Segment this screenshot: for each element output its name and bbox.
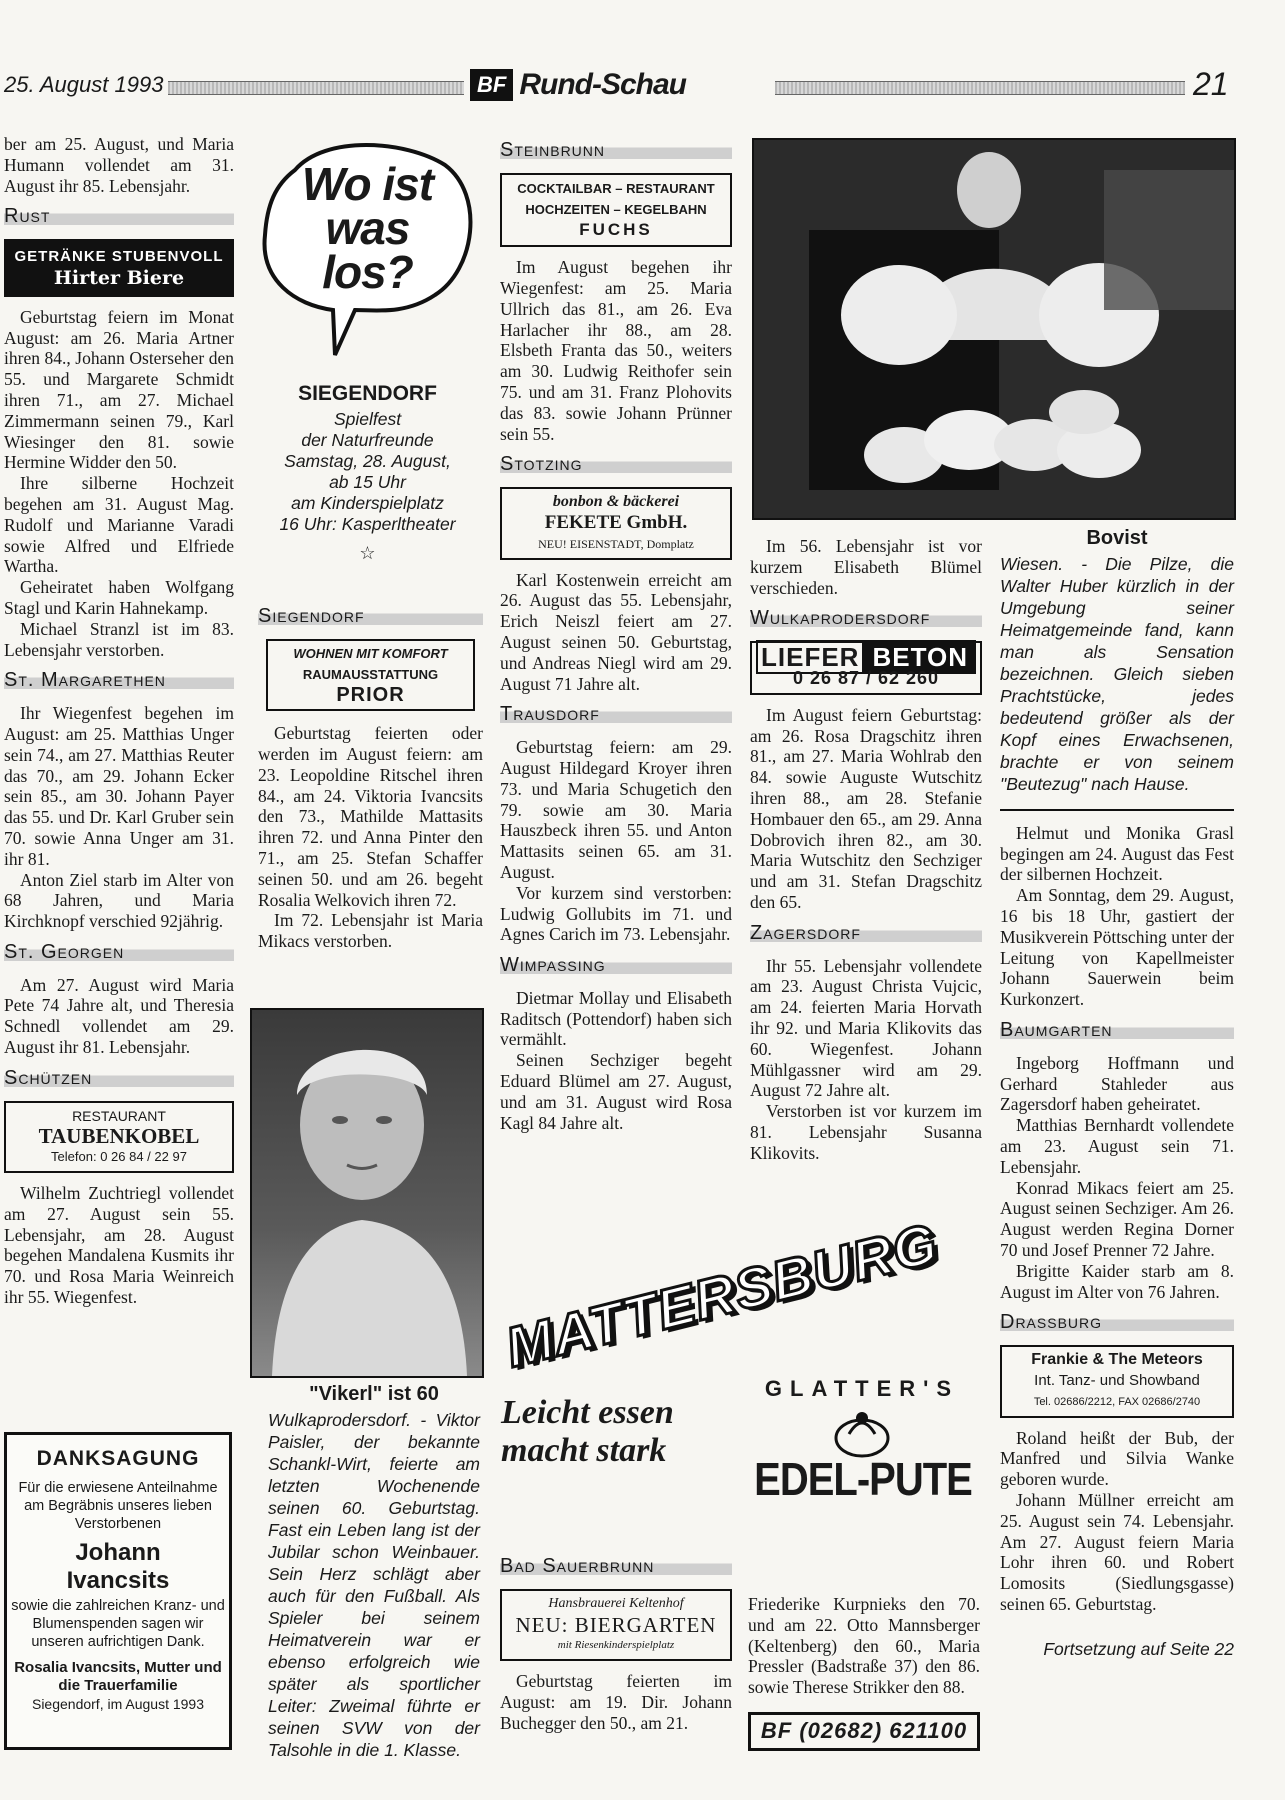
column-4 xyxy=(750,536,982,1164)
section-heading-schuetzen: Schützen xyxy=(4,1064,234,1093)
photo-bovist xyxy=(752,138,1236,520)
section-heading-drassburg: Drassburg xyxy=(1000,1308,1234,1337)
article-text: Geheiratet haben Wolfgang Stagl und Karin Hahnekamp. xyxy=(4,577,234,618)
column-2 xyxy=(258,596,483,952)
article-text: ber am 25. August, und Maria Humann vollendet am 31. August ihr 85. Lebensjahr. xyxy=(4,134,234,196)
notice-title: DANKSAGUNG xyxy=(36,1447,200,1470)
ad-fuchs-line1: COCKTAILBAR – RESTAURANT xyxy=(517,180,715,196)
ad-fuchs-line3: FUCHS xyxy=(579,220,653,240)
article-text: Michael Stranzl ist im 83. Lebensjahr verstorben. xyxy=(4,618,234,660)
ad-bf-phone-text: BF (02682) 621100 xyxy=(760,1717,968,1743)
column-3 xyxy=(500,130,732,1133)
notice-text: Für die erwiesene Anteilnahme am Begräbnis unseres lieben Verstorbenen xyxy=(18,1480,218,1532)
ad-fekete-line1: bonbon & bäckerei xyxy=(552,493,680,511)
divider xyxy=(1000,809,1234,811)
column-5 xyxy=(1000,528,1234,1659)
article-text: Geburtstag feiern im Monat August: am 26. Maria Artner ihren 84., Johann Osterseher den 55. und Margarete Schmidt ihren 71., am 27. Michael Zimmermann seinen 79., Karl Wiesinger den 81. sowie Hermine Widder den 50. xyxy=(4,306,234,473)
event-line: der Naturfreunde xyxy=(301,429,434,450)
notice-text: sowie die zahlreichen Kranz- und Blumenspenden sagen wir unseren aufrichtigen Dank. xyxy=(11,1598,225,1650)
ad-fekete-line2: FEKETE GmbH. xyxy=(544,511,688,533)
column-1 xyxy=(4,134,234,1308)
section-heading-steinbrunn: Steinbrunn xyxy=(500,136,732,165)
section-heading-zagersdorf: Zagersdorf xyxy=(750,919,982,948)
header-rule-left xyxy=(168,81,464,95)
ad-lieferbeton-phone: 0 26 87 / 62 260 xyxy=(792,667,940,688)
column-3-bottom xyxy=(500,1552,732,1734)
event-line: Spielfest xyxy=(333,408,402,429)
article-text: Dietmar Mollay und Elisabeth Raditsch (Pottendorf) haben sich vermählt. xyxy=(500,987,732,1050)
notice-place: Siegendorf, im August 1993 xyxy=(31,1696,204,1712)
speech-bubble xyxy=(255,140,480,360)
ad-keltenhof-line1: Hansbrauerei Keltenhof xyxy=(548,1595,684,1611)
slogan-line1: Leicht essen xyxy=(501,1394,674,1431)
article-text: Am Sonntag, dem 29. August, 16 bis 18 Uhr, gastiert der Musikverein Pöttsching unter der Leitung von Kapellmeister Johann Sauerwein beim Kurkonzert. xyxy=(1000,885,1234,1010)
ad-mattersburg xyxy=(497,1210,985,1522)
section-heading-st-margarethen: St. Margarethen xyxy=(4,666,234,695)
ad-taubenkobel-line1: RESTAURANT xyxy=(72,1107,166,1124)
event-place: SIEGENDORF xyxy=(298,382,437,405)
article-text: Friederike Kurpnieks den 70. und am 22. Otto Mannsberger (Keltenberg) den 60., Maria Pressler (Badstraße 37) den 86. sowie Therese Strikker den 88. xyxy=(748,1594,980,1698)
event-line: Samstag, 28. August, xyxy=(284,450,451,471)
masthead-logo xyxy=(470,68,686,102)
star-icon: ☆ xyxy=(359,542,376,563)
ad-keltenhof-line3: mit Riesenkinderspielplatz xyxy=(557,1639,675,1652)
ad-frankie-line1: Frankie & The Meteors xyxy=(1031,1351,1203,1369)
ad-lieferbeton xyxy=(750,641,982,695)
section-heading-siegendorf: Siegendorf xyxy=(258,602,483,631)
ad-prior-line2: RAUMAUSSTATTUNG xyxy=(302,666,439,682)
ad-taubenkobel-line3: Telefon: 0 26 84 / 22 97 xyxy=(51,1149,187,1165)
ad-lieferbeton-word2: BETON xyxy=(864,640,976,674)
article-text: Geburtstag feierten oder werden im August feiern: am 23. Leopoldine Ritschel ihren 84., am 24. Viktoria Ivancsits den 73., Mathilde Mattasits ihren 72. und Anna Pinter den 71., am 25. Stefan Schaffer seinen 50. und am 26. begeht Rosalia Welkovich ihren 72. xyxy=(258,723,483,910)
article-text: Johann Müllner erreicht am 25. August sein 74. Lebensjahr. Am 27. August feiern Maria Lohr ihren 60. und Robert Lomosits (Siedlungsgasse) seinen 65. Geburtstag. xyxy=(1000,1489,1234,1614)
section-heading-baumgarten: Baumgarten xyxy=(1000,1016,1234,1045)
notice-signature: Rosalia Ivancsits, Mutter und die Trauerfamilie xyxy=(14,1659,222,1694)
ad-fekete xyxy=(500,487,732,559)
photo-vikerl xyxy=(250,1008,484,1378)
bovist-title: Bovist xyxy=(1086,527,1148,549)
section-heading-wimpassing: Wimpassing xyxy=(500,951,732,980)
section-heading-st-georgen: St. Georgen xyxy=(4,938,234,967)
death-notice xyxy=(4,1432,232,1750)
ad-bf-phone xyxy=(748,1712,980,1751)
ad-fekete-line3: NEU! EISENSTADT, Domplatz xyxy=(538,536,694,551)
ad-stubenvoll-line2: Hirter Biere xyxy=(53,266,185,289)
page-number: 21 xyxy=(1193,66,1229,102)
event-line: am Kinderspielplatz xyxy=(291,492,444,513)
bf-logo: BF xyxy=(470,69,513,101)
column-4-bottom xyxy=(748,1594,980,1761)
event-line: 16 Uhr: Kasperltheater xyxy=(279,513,456,534)
article-text: Im 56. Lebensjahr ist vor kurzem Elisabeth Blümel verschieden. xyxy=(750,536,982,598)
ad-keltenhof xyxy=(500,1589,732,1661)
rundschau-logo: Rund-Schau xyxy=(519,68,686,101)
continued-note: Fortsetzung auf Seite 22 xyxy=(1043,1638,1234,1659)
ad-lieferbeton-word1: LIEFER xyxy=(756,640,864,674)
article-text: Ingeborg Hoffmann und Gerhard Stahleder aus Zagersdorf haben geheiratet. xyxy=(1000,1052,1234,1115)
section-heading-rust: Rust xyxy=(4,202,234,231)
ad-prior xyxy=(266,639,475,711)
slogan-line2: macht stark xyxy=(501,1432,667,1469)
article-text: Geburtstag feiern: am 29. August Hildegard Kroyer ihren 73. und Maria Schugetich den 79. sowie am 30. Maria Hauszbeck ihren 55. und Anton Mattasits seinen 65. am 31. August. xyxy=(500,737,732,882)
article-text: Wulkaprodersdorf. - Viktor Paisler, der bekannte Schankl-Wirt, feierte am letzten Wochenende seinen 60. Geburtstag. Fast ein Leben lang ist der Jubilar schon Weinbauer. Sein Herz schlägt aber auch für den Fußball. Als Spieler bei seinem Heimatverein war er ebenso erfolgreich wie später als sportlicher Leiter: Zweimal führte er seinen SVW von der Talsohle in die 1. Klasse. xyxy=(268,1409,480,1760)
event-box xyxy=(255,384,480,564)
mattersburg-title: MATTERSBURG xyxy=(499,1210,944,1380)
event-line: ab 15 Uhr xyxy=(329,471,406,492)
article-text: Anton Ziel starb im Alter von 68 Jahren, und Maria Kirchknopf verschied 92jährig. xyxy=(4,869,234,932)
article-text: Im August begehen ihr Wiegenfest: am 25. Maria Ullrich das 81., am 26. Eva Harlacher ihr 88., am 28. Elsbeth Franta das 50., weiters am 30. Ludwig Reithofer sein 75. und am 31. Franz Plohovits das 83. sowie Johann Prünner sein 55. xyxy=(500,257,732,444)
photo-caption-block xyxy=(268,1384,480,1761)
article-text: Am 27. August wird Maria Pete 74 Jahre alt, und Theresia Schnedl vollendet am 29. August ihr 81. Lebensjahr. xyxy=(4,974,234,1058)
article-text: Im August feiern Geburtstag: am 26. Rosa Dragschitz ihren 81., am 27. Maria Wohlrab den 84. sowie Auguste Wutschitz ihren 88., am 28. Stefanie Hombauer den 65., am 29. Anna Dobrovich ihren 82., am 30. Maria Wutschitz den Sechziger und am 31. Stefan Dragschitz den 65. xyxy=(750,704,982,912)
section-heading-trausdorf: Trausdorf xyxy=(500,700,732,729)
article-text: Ihr 55. Lebensjahr vollendete am 23. August Christa Vujcic, am 24. feierten Maria Horvath ihr 92. und Maria Klikovits das 60. Wiegenfest. Johann Mühlgassner wird am 29. August 72 Jahre alt. xyxy=(750,955,982,1101)
notice-name-last: Ivancsits xyxy=(66,1567,170,1594)
ad-fuchs xyxy=(500,173,732,247)
ad-lieferbeton-line1 xyxy=(756,642,976,673)
ad-frankie xyxy=(1000,1345,1234,1417)
article-text: Matthias Bernhardt vollendete am 23. August sein 71. Lebensjahr. xyxy=(1000,1115,1234,1177)
article-text: Seinen Sechziger begeht Eduard Blümel am 27. August, und am 31. August wird Rosa Kagl 84 Jahre alt. xyxy=(500,1050,732,1133)
photo-bovist-image xyxy=(754,140,1234,518)
photo-caption: "Vikerl" ist 60 xyxy=(309,1383,439,1405)
article-text: Wiesen. - Die Pilze, die Walter Huber kürzlich in der Umgebung seiner Heimatgemeinde fand, kann man als Sensation bezeichnen. Gleich sieben Prachtstücke, jedes bedeutend größer als der Kopf eines Erwachsenen, brachte er von seinem "Beutezug" nach Hause. xyxy=(1000,553,1234,794)
ad-stubenvoll xyxy=(4,239,234,297)
ad-stubenvoll-line1: GETRÄNKE STUBENVOLL xyxy=(14,248,224,266)
ad-prior-line1: WOHNEN MIT KOMFORT xyxy=(293,645,448,661)
ad-frankie-line2: Int. Tanz- und Showband xyxy=(1034,1371,1200,1389)
notice-name-first: Johann xyxy=(75,1539,161,1566)
ad-taubenkobel-line2: TAUBENKOBEL xyxy=(38,1124,200,1149)
section-heading-stotzing: Stotzing xyxy=(500,450,732,479)
article-text: Vor kurzem sind verstorben: Ludwig Gollubits im 71. und Agnes Carich im 73. Lebensjahr. xyxy=(500,882,732,945)
brand-main: EDEL-PUTE xyxy=(754,1454,972,1506)
bubble-text: Wo ist was los? xyxy=(301,158,434,298)
section-heading-wulkaprodersdorf: Wulkaprodersdorf xyxy=(750,604,982,633)
article-text: Konrad Mikacs feiert am 25. August seinen Sechziger. Am 26. August werden Regina Dorner 70 und Josef Prenner 72 Jahre. xyxy=(1000,1177,1234,1260)
article-text: Verstorben ist vor kurzem im 81. Lebensjahr Susanna Klikovits. xyxy=(750,1101,982,1163)
brand-arc-text: GLATTER'S xyxy=(764,1376,960,1401)
header-rule-right xyxy=(775,81,1185,95)
article-text: Ihre silberne Hochzeit begehen am 31. August Mag. Rudolf und Marianne Varadi sowie Alfred und Elfriede Wartha. xyxy=(4,473,234,577)
ad-fuchs-line2: HOCHZEITEN – KEGELBAHN xyxy=(525,201,707,217)
article-text: Geburtstag feierten im August: am 19. Dir. Johann Buchegger den 50., am 21. xyxy=(500,1671,732,1733)
article-text: Im 72. Lebensjahr ist Maria Mikacs verstorben. xyxy=(258,910,483,952)
photo-vikerl-portrait xyxy=(252,1010,482,1376)
turkey-icon xyxy=(829,1404,895,1460)
page-header xyxy=(0,68,1285,114)
ad-frankie-line3: Tel. 02686/2212, FAX 02686/2740 xyxy=(1033,1395,1201,1408)
ad-taubenkobel xyxy=(4,1101,234,1173)
article-text: Wilhelm Zuchtriegl vollendet am 27. August sein 55. Lebensjahr, am 28. August begehen Mandalena Kusmits ihr 70. und Rosa Maria Weinreich ihr 55. Wiegenfest. xyxy=(4,1183,234,1308)
section-heading-bad-sauerbrunn: Bad Sauerbrunn xyxy=(500,1552,732,1581)
issue-date: 25. August 1993 xyxy=(4,72,164,97)
article-text: Brigitte Kaider starb am 8. August im Alter von 76 Jahren. xyxy=(1000,1260,1234,1302)
article-text: Roland heißt der Bub, der Manfred und Silvia Wanke geboren wurde. xyxy=(1000,1427,1234,1490)
ad-prior-line3: PRIOR xyxy=(336,684,405,707)
article-text: Karl Kostenwein erreicht am 26. August das 55. Lebensjahr, Erich Neiszl feiert am 27. August seinen 50. Geburtstag, und Andreas Niegl wird am 29. August 71 Jahre alt. xyxy=(500,569,732,694)
ad-keltenhof-line2: NEU: BIERGARTEN xyxy=(515,1612,717,1637)
article-text: Ihr Wiegenfest begehen im August: am 25. Matthias Unger sein 74., am 27. Matthias Reuter das 70., am 29. Johann Ecker sein 85., am 30. Johann Payer das 55. und Dr. Karl Gruber sein 70. sowie Anna Unger am 31. ihr 81. xyxy=(4,703,234,869)
article-text: Helmut und Monika Grasl begingen am 24. August das Fest der silbernen Hochzeit. xyxy=(1000,822,1234,885)
